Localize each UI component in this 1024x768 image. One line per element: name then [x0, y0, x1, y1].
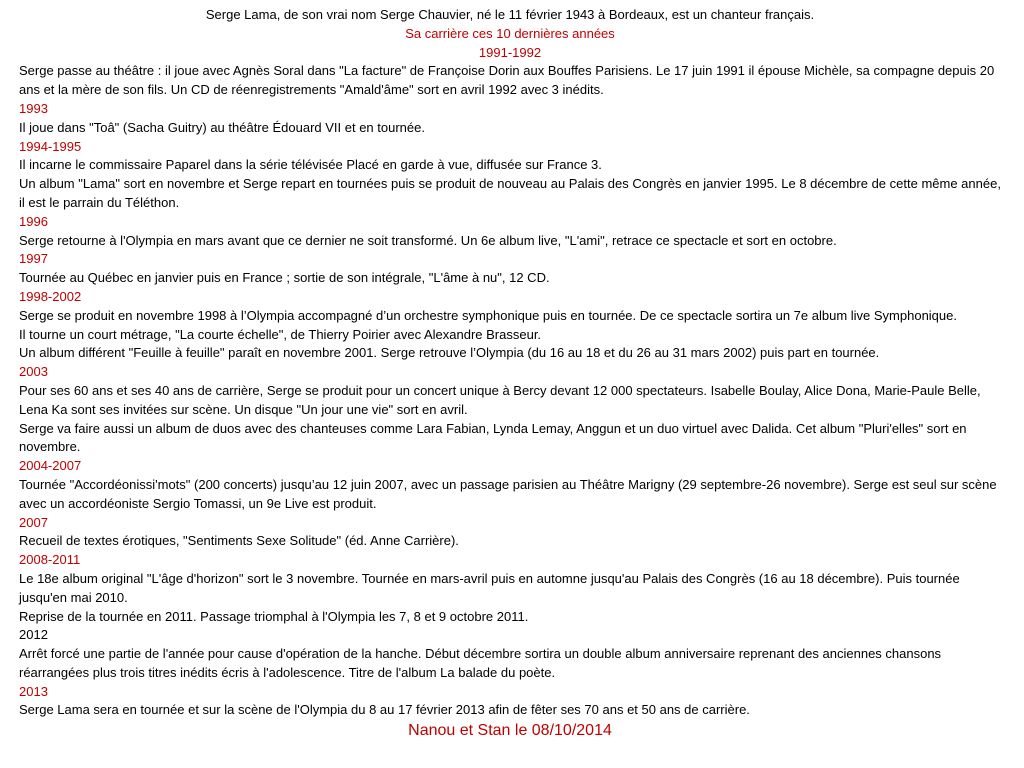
year-heading: 1993	[19, 100, 48, 116]
intro-line: Serge Lama, de son vrai nom Serge Chauvier, né le 11 février 1943 à Bordeaux, est un chanteur français.	[205, 7, 815, 22]
section-paragraph: Serge se produit en novembre 1998 à l’Olympia accompagné d’un orchestre symphonique puis en tournée. De ce spectacle sortira un 7e album live Symphonique.	[19, 307, 957, 323]
timeline-section	[19, 138, 1001, 213]
year-heading: 2004-2007	[19, 458, 82, 474]
section-paragraph: Il incarne le commissaire Paparel dans la série télévisée Placé en garde à vue, diffusée sur France 3.	[19, 157, 602, 173]
timeline-section	[19, 626, 1001, 682]
section-paragraph: Pour ses 60 ans et ses 40 ans de carrière, Serge se produit pour un concert unique à Bercy devant 12 000 spectateurs. Isabelle Boulay, Alice Dona, Marie-Paule Belle, Lena Ka sont ses invitées sur scène. Un disque "Un jour une vie" sort en avril.	[19, 382, 981, 417]
year-heading: 1994-1995	[19, 138, 82, 154]
document-body	[19, 6, 1001, 741]
section-paragraph: Tournée au Québec en janvier puis en France ; sortie de son intégrale, "L'âme à nu", 12 CD.	[19, 270, 550, 286]
career-subtitle: Sa carrière ces 10 dernières années	[405, 25, 615, 41]
section-paragraph: Il tourne un court métrage, "La courte échelle", de Thierry Poirier avec Alexandre Brasseur.	[19, 326, 542, 342]
timeline-section	[19, 514, 1001, 552]
section-paragraph: Reprise de la tournée en 2011. Passage triomphal à l'Olympia les 7, 8 et 9 octobre 2011.	[19, 608, 529, 624]
year-heading: 1997	[19, 251, 48, 267]
section-paragraph: Tournée "Accordéonissi'mots" (200 concerts) jusqu’au 12 juin 2007, avec un passage parisien au Théâtre Marigny (29 septembre-26 novembre). Serge est seul sur scène avec un accordéoniste Sergio Tomassi, un 9e Live est produit.	[19, 476, 997, 511]
year-heading: 2013	[19, 683, 48, 699]
section-paragraph: Recueil de textes érotiques, "Sentiments Sexe Solitude" (éd. Anne Carrière).	[19, 533, 459, 549]
section-paragraph: Arrêt forcé une partie de l'année pour cause d'opération de la hanche. Début décembre sortira un double album anniversaire reprenant des anciennes chansons réarrangées plus trois titres inédits écris à l'adolescence. Titre de l'album La balade du poète.	[19, 646, 942, 680]
timeline-section	[19, 683, 1001, 721]
year-heading: 1996	[19, 213, 48, 229]
section-paragraph: Serge Lama sera en tournée et sur la scène de l'Olympia du 8 au 17 février 2013 afin de fêter ses 70 ans et 50 ans de carrière.	[19, 702, 750, 718]
timeline-section	[19, 250, 1001, 288]
section-paragraph: Un album "Lama" sort en novembre et Serge repart en tournées puis se produit de nouveau au Palais des Congrès en janvier 1995. Le 8 décembre de cette même année, il est le parrain du Téléthon.	[19, 176, 1001, 210]
timeline-sections	[19, 44, 1001, 721]
timeline-section	[19, 551, 1001, 626]
year-heading: 2003	[19, 364, 48, 380]
year-heading: 2007	[19, 514, 48, 530]
timeline-section	[19, 363, 1001, 457]
timeline-section	[19, 100, 1001, 138]
year-heading: 1998-2002	[19, 288, 82, 304]
timeline-section	[19, 457, 1001, 513]
section-paragraph: Serge passe au théâtre : il joue avec Agnès Soral dans "La facture" de Françoise Dorin aux Bouffes Parisiens. Le 17 juin 1991 il épouse Michèle, sa compagne depuis 20 ans et la mère de son fils. Un CD de réenregistrements "Amald'âme" sort en avril 1992 avec 3 inédits.	[19, 63, 995, 98]
timeline-section	[19, 213, 1001, 251]
signature-footer: Nanou et Stan le 08/10/2014	[408, 722, 612, 740]
section-paragraph: Serge va faire aussi un album de duos avec des chanteuses comme Lara Fabian, Lynda Lemay, Anggun et un duo virtuel avec Dalida. Cet album "Pluri'elles" sort en novembre.	[19, 420, 967, 455]
section-paragraph: Un album différent "Feuille à feuille" paraît en novembre 2001. Serge retrouve l’Olympia (du 16 au 18 et du 26 au 31 mars 2002) puis part en tournée.	[19, 345, 880, 361]
year-heading: 1991-1992	[478, 44, 542, 60]
year-heading: 2012	[19, 627, 48, 643]
year-heading: 2008-2011	[19, 552, 81, 568]
timeline-section	[19, 44, 1001, 100]
timeline-section	[19, 288, 1001, 363]
section-paragraph: Le 18e album original "L'âge d'horizon" sort le 3 novembre. Tournée en mars-avril puis en automne jusqu'au Palais des Congrès (16 au 18 décembre). Puis tournée jusqu'en mai 2010.	[19, 570, 960, 605]
section-paragraph: Serge retourne à l'Olympia en mars avant que ce dernier ne soit transformé. Un 6e album live, "L'ami", retrace ce spectacle et sort en octobre.	[19, 232, 837, 248]
section-paragraph: Il joue dans "Toâ" (Sacha Guitry) au théâtre Édouard VII et en tournée.	[19, 119, 425, 135]
